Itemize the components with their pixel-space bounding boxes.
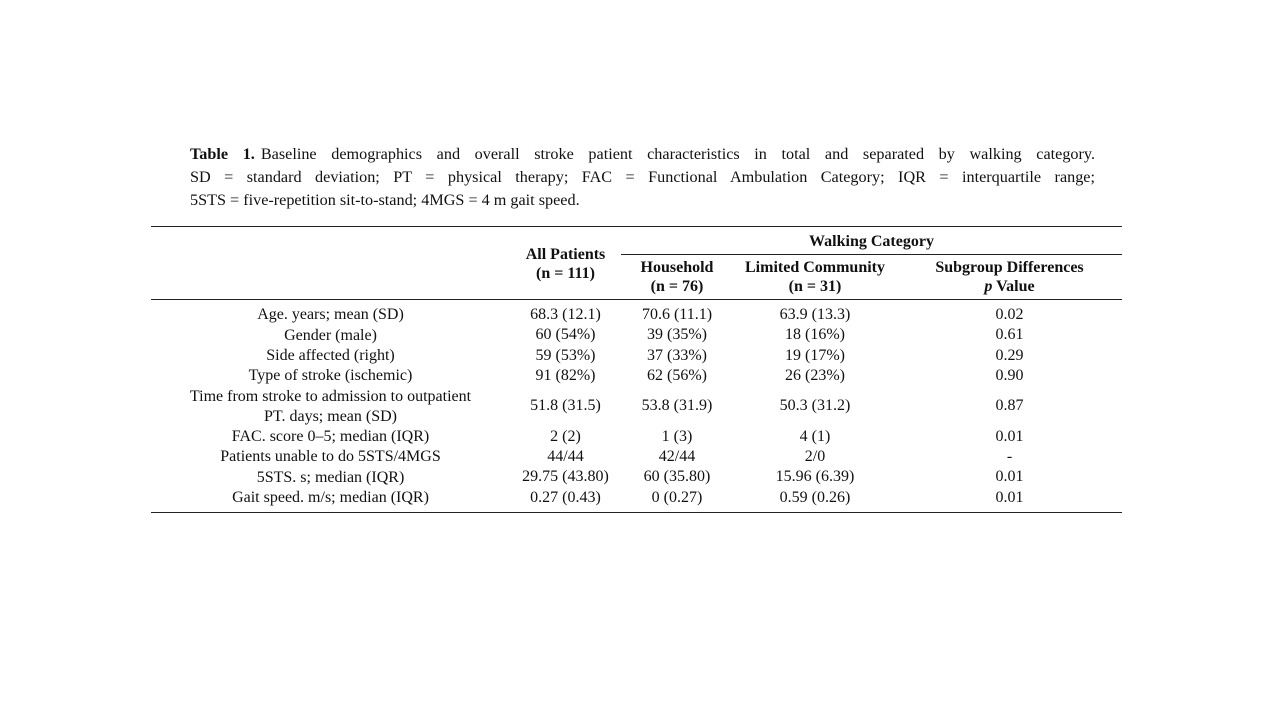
table-row <box>151 325 1122 345</box>
row-label: Gait speed. m/s; median (IQR) <box>151 488 510 513</box>
cell-household: 62 (56%) <box>647 367 707 385</box>
cell-household: 37 (33%) <box>647 346 707 364</box>
header-household <box>621 255 733 300</box>
cell-all-patients: 51.8 (31.5) <box>530 397 601 415</box>
cell-all-patients: 59 (53%) <box>535 346 596 364</box>
row-label: 5STS. s; median (IQR) <box>256 468 405 486</box>
cell-p-value: 0.61 <box>995 326 1024 344</box>
table-row <box>151 300 1122 326</box>
cell-p-value: - <box>1006 448 1013 466</box>
cell-limited-community: 2/0 <box>804 448 826 466</box>
cell-limited-community: 50.3 (31.2) <box>779 397 851 415</box>
cell-limited-community: 4 (1) <box>799 427 831 445</box>
caption-label: Table 1. <box>190 145 255 163</box>
table-caption <box>190 143 1095 212</box>
row-label: Gender (male) <box>284 326 377 344</box>
header-household-n: (n = 76) <box>650 278 704 295</box>
table-row <box>151 366 1122 386</box>
cell-limited-community: 0.59 (0.26) <box>733 488 897 513</box>
row-label: Side affected (right) <box>266 347 395 365</box>
cell-p-value: 0.87 <box>995 397 1024 415</box>
cell-limited-community: 15.96 (6.39) <box>775 468 855 486</box>
header-p-value <box>897 277 1122 296</box>
table-row <box>151 447 1122 467</box>
cell-household: 60 (35.80) <box>643 468 711 486</box>
cell-all-patients: 68.3 (12.1) <box>530 306 601 323</box>
table-header <box>151 227 1122 300</box>
table-row <box>151 427 1122 447</box>
header-all-patients <box>510 227 621 300</box>
cell-household: 42/44 <box>658 448 696 466</box>
row-label: Type of stroke (ischemic) <box>248 367 413 385</box>
cell-all-patients: 91 (82%) <box>535 367 596 385</box>
header-limited-n: (n = 31) <box>788 278 842 295</box>
cell-household: 70.6 (11.1) <box>641 306 713 323</box>
caption-text-1: Baseline demographics and overall stroke patient characteristics in total and separated by walking category. <box>260 145 1095 163</box>
cell-all-patients: 29.75 (43.80) <box>522 468 609 486</box>
cell-household: 39 (35%) <box>647 326 707 344</box>
caption-line-2: SD = standard deviation; PT = physical therapy; FAC = Functional Ambulation Category; IQR = interquartile range; <box>190 168 1095 186</box>
header-empty-cell <box>151 227 510 300</box>
cell-p-value: 0.01 <box>897 488 1122 513</box>
cell-all-patients: 44/44 <box>547 448 584 466</box>
table-row <box>151 467 1122 487</box>
cell-p-value: 0.29 <box>995 346 1024 364</box>
caption-line-1 <box>190 143 1095 166</box>
header-p-italic: p <box>984 278 993 295</box>
cell-household: 53.8 (31.9) <box>641 397 713 415</box>
header-household-label: Household <box>640 259 714 276</box>
table-row <box>151 387 1122 427</box>
cell-household: 1 (3) <box>661 427 693 445</box>
demographics-table <box>151 226 1122 513</box>
row-label: Patients unable to do 5STS/4MGS <box>220 448 441 466</box>
cell-all-patients: 60 (54%) <box>535 326 596 344</box>
row-label: FAC. score 0–5; median (IQR) <box>231 427 430 445</box>
header-limited-community <box>733 255 897 300</box>
cell-household: 0 (0.27) <box>621 488 733 513</box>
cell-limited-community: 19 (17%) <box>785 346 845 364</box>
cell-limited-community: 63.9 (13.3) <box>779 306 851 323</box>
header-subgroup-differences <box>897 255 1122 300</box>
cell-p-value: 0.01 <box>995 427 1024 445</box>
cell-p-value: 0.01 <box>995 468 1024 486</box>
header-walking-category: Walking Category <box>621 227 1122 255</box>
caption-line-3: 5STS = five-repetition sit-to-stand; 4MGS = 4 m gait speed. <box>190 191 580 209</box>
row-label-line-1: Time from stroke to admission to outpatient <box>189 387 472 405</box>
cell-limited-community: 18 (16%) <box>785 326 845 344</box>
table-row <box>151 488 1122 513</box>
cell-p-value: 0.90 <box>995 367 1024 385</box>
row-label-line-2: PT. days; mean (SD) <box>263 407 397 425</box>
header-limited-label: Limited Community <box>745 259 885 276</box>
header-all-patients-n: (n = 111) <box>536 265 595 282</box>
row-label <box>151 387 510 427</box>
row-label: Age. years; mean (SD) <box>257 306 404 324</box>
cell-p-value: 0.02 <box>995 306 1024 323</box>
header-p-value-text: Value <box>992 278 1035 295</box>
header-subgroup-label: Subgroup Differences <box>935 259 1084 276</box>
cell-limited-community: 26 (23%) <box>785 367 845 385</box>
header-all-patients-label: All Patients <box>525 246 606 263</box>
cell-all-patients: 0.27 (0.43) <box>510 488 621 513</box>
table-body <box>151 300 1122 513</box>
table-row <box>151 346 1122 366</box>
cell-all-patients: 2 (2) <box>550 427 581 445</box>
